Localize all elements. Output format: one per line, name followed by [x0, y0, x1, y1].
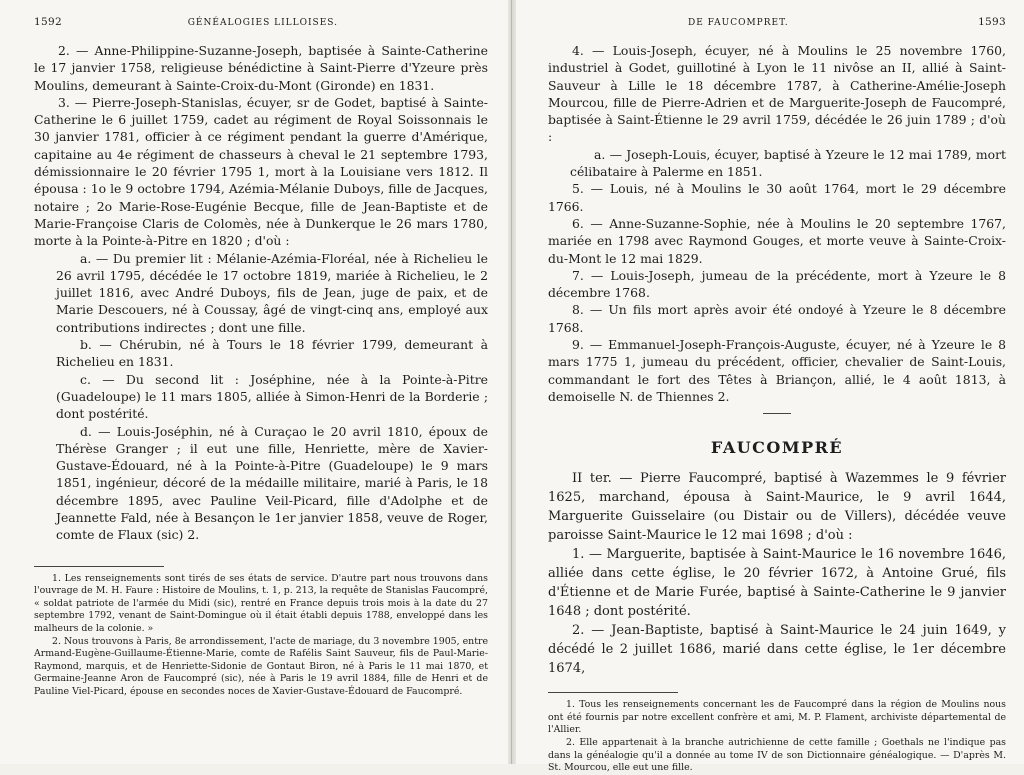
left-body [34, 42, 488, 544]
entry-3: 3. — Pierre-Joseph-Stanislas, écuyer, sr de Godet, baptisé à Sainte-Catherine le 6 juillet 1759, cadet au régiment de Royal Soissonnais le 30 janvier 1781, officier à ce régiment pendant la guerre d'Amérique, capitaine au 4e régiment de chasseurs à cheval le 21 septembre 1793, démissionnaire le 20 février 1795 1, mort à la Louisiane vers 1812. Il épousa : 1o le 9 octobre 1794, Azémia-Mélanie Duboys, fille de Jacques, notaire ; 2o Marie-Rose-Eugénie Becque, fille de Jean-Baptiste et de Marie-Françoise Claris de Colomès, née à Dunkerque le 26 mars 1780, morte à la Pointe-à-Pitre en 1820 ; d'où : [34, 94, 488, 249]
entry-6: 6. — Anne-Suzanne-Sophie, née à Moulins le 20 septembre 1767, mariée en 1798 avec Raymond Gouges, et morte veuve à Sainte-Croix-du-Mont le 12 mai 1829. [548, 215, 1006, 266]
section-entry-2: 2. — Jean-Baptiste, baptisé à Saint-Maurice le 24 juin 1649, y décédé le 2 juillet 1686, marié dans cette église, le 1er décembre 1674, [548, 623, 1006, 677]
left-footnotes [34, 573, 488, 699]
footnote-1: 1. Les renseignements sont tirés de ses états de service. D'autre part nous trouvons dans l'ouvrage de M. H. Faure : Histoire de Moulins, t. 1, p. 213, la requête de Stanislas Faucompré, « soldat patriote de l'armée du Midi (sic), rentré en France depuis trois mois à la date du 27 septembre 1792, venant de Saint-Domingue où il était établi depuis 1788, enveloppé dans les malheurs de la colonie. » [34, 572, 488, 634]
right-body [548, 42, 1006, 405]
section-title: FAUCOMPRÉ [710, 438, 844, 458]
left-running-head [34, 16, 488, 28]
page-number: 1593 [978, 16, 1006, 28]
footnote-2: 2. Elle appartenait à la branche autrichienne de cette famille ; Goethals ne l'indique pas dans la généalogie qu'il a donnée au tome IV de son Dictionnaire généalogique. — D'après M. St. Mourcou, elle eut une fille. [548, 737, 1006, 774]
entry-5: 5. — Louis, né à Moulins le 30 août 1764, mort le 29 décembre 1766. [548, 181, 1006, 214]
footnote-rule [34, 566, 164, 567]
footnote-2: 2. Nous trouvons à Paris, 8e arrondissement, l'acte de mariage, du 3 novembre 1905, entre Armand-Eugène-Guillaume-Étienne-Marie, comte de Rafélis Saint Sauveur, fils de Paul-Marie-Raymond, marquis, et de Henriette-Sidonie de Gontaut Biron, né à Paris le 11 mai 1870, et Germaine-Jeanne Aron de Faucompré (sic), née à Paris le 19 avril 1884, fille de Henri et de Pauline Viel-Picard, épouse en secondes noces de Xavier-Gustave-Édouard de Faucompré. [34, 635, 488, 697]
running-title: DE FAUCOMPRET. [688, 18, 789, 28]
right-running-head [548, 16, 1006, 28]
entry-3c: c. — Du second lit : Joséphine, née à la Pointe-à-Pitre (Guadeloupe) le 11 mars 1805, alliée à Simon-Henri de la Borderie ; dont postérité. [56, 371, 488, 422]
entry-4: 4. — Louis-Joseph, écuyer, né à Moulins le 25 novembre 1760, industriel à Godet, guillotiné à Lyon le 11 nivôse an II, allié à Saint-Sauveur à Lille le 18 décembre 1787, à Catherine-Amélie-Joseph Mourcou, fille de Pierre-Adrien et de Marguerite-Joseph de Faucompré, baptisée à Saint-Étienne le 29 avril 1759, décédée le 26 juin 1789 ; d'où : [548, 43, 1006, 145]
entry-3a: a. — Du premier lit : Mélanie-Azémia-Floréal, née à Richelieu le 26 avril 1795, décédée le 17 octobre 1819, mariée à Richelieu, le 2 juillet 1816, avec André Duboys, fils de Jean, juge de paix, et de Marie Descouers, né à Coussay, âgé de vingt-cinq ans, employé aux contributions indirectes ; dont une fille. [56, 250, 488, 335]
right-page [516, 0, 1024, 774]
section-body [548, 469, 1006, 678]
gutter-line [511, 0, 512, 764]
section-entry-1: 1. — Marguerite, baptisée à Saint-Maurice le 16 novembre 1646, alliée dans cette église, le 20 février 1672, à Antoine Grué, fils d'Étienne et de Marie Furée, baptisé à Sainte-Catherine le 9 janvier 1648 ; dont postérité. [548, 547, 1006, 620]
entry-9: 9. — Emmanuel-Joseph-François-Auguste, écuyer, né à Yzeure le 8 mars 1775 1, jumeau du précédent, officier, chevalier de Saint-Louis, commandant le fort des Têtes à Briançon, allié, le 4 août 1813, à demoiselle N. de Thiennes 2. [548, 337, 1006, 404]
section-entry-2ter: II ter. — Pierre Faucompré, baptisé à Wazemmes le 9 février 1625, marchand, épousa à Saint-Maurice, le 9 avril 1644, Marguerite Guisselaire (ou Distair ou de Villers), décédée veuve paroisse Saint-Maurice le 12 mai 1698 ; d'où : [548, 471, 1006, 544]
book-gutter [508, 0, 516, 764]
entry-2: 2. — Anne-Philippine-Suzanne-Joseph, baptisée à Sainte-Catherine le 17 janvier 1758, religieuse bénédictine à Saint-Pierre d'Yzeure près Moulins, demeurant à Sainte-Croix-du-Mont (Gironde) en 1831. [34, 43, 488, 93]
section-divider [763, 413, 791, 414]
page-number: 1592 [34, 16, 62, 28]
entry-8: 8. — Un fils mort après avoir été ondoyé à Yzeure le 8 décembre 1768. [548, 302, 1006, 335]
entry-3d: d. — Louis-Joséphin, né à Curaçao le 20 avril 1810, époux de Thérèse Granger ; il eut une fille, Henriette, mère de Xavier-Gustave-Édouard, né à la Pointe-à-Pitre (Guadeloupe) le 9 mars 1851, ingénieur, décoré de la médaille militaire, marié à Paris, le 18 décembre 1895, avec Pauline Veil-Picard, fille d'Adolphe et de Jeannette Fald, née à Besançon le 1er janvier 1858, veuve de Roger, comte de Flaux (sic) 2. [56, 423, 488, 543]
entry-4a: a. — Joseph-Louis, écuyer, baptisé à Yzeure le 12 mai 1789, mort célibataire à Palerme en 1851. [570, 146, 1006, 180]
left-page [0, 0, 508, 764]
footnote-1: 1. Tous les renseignements concernant les de Faucompré dans la région de Moulins nous ont été fournis par notre excellent confrère et ami, M. P. Flament, archiviste départemental de l'Allier. [548, 699, 1006, 736]
entry-7: 7. — Louis-Joseph, jumeau de la précédente, mort à Yzeure le 8 décembre 1768. [548, 267, 1006, 301]
running-title: GÉNÉALOGIES LILLOISES. [187, 18, 338, 28]
entry-3b: b. — Chérubin, né à Tours le 18 février 1799, demeurant à Richelieu en 1831. [56, 337, 488, 370]
right-footnotes [548, 699, 1006, 775]
footnote-rule [548, 692, 678, 693]
